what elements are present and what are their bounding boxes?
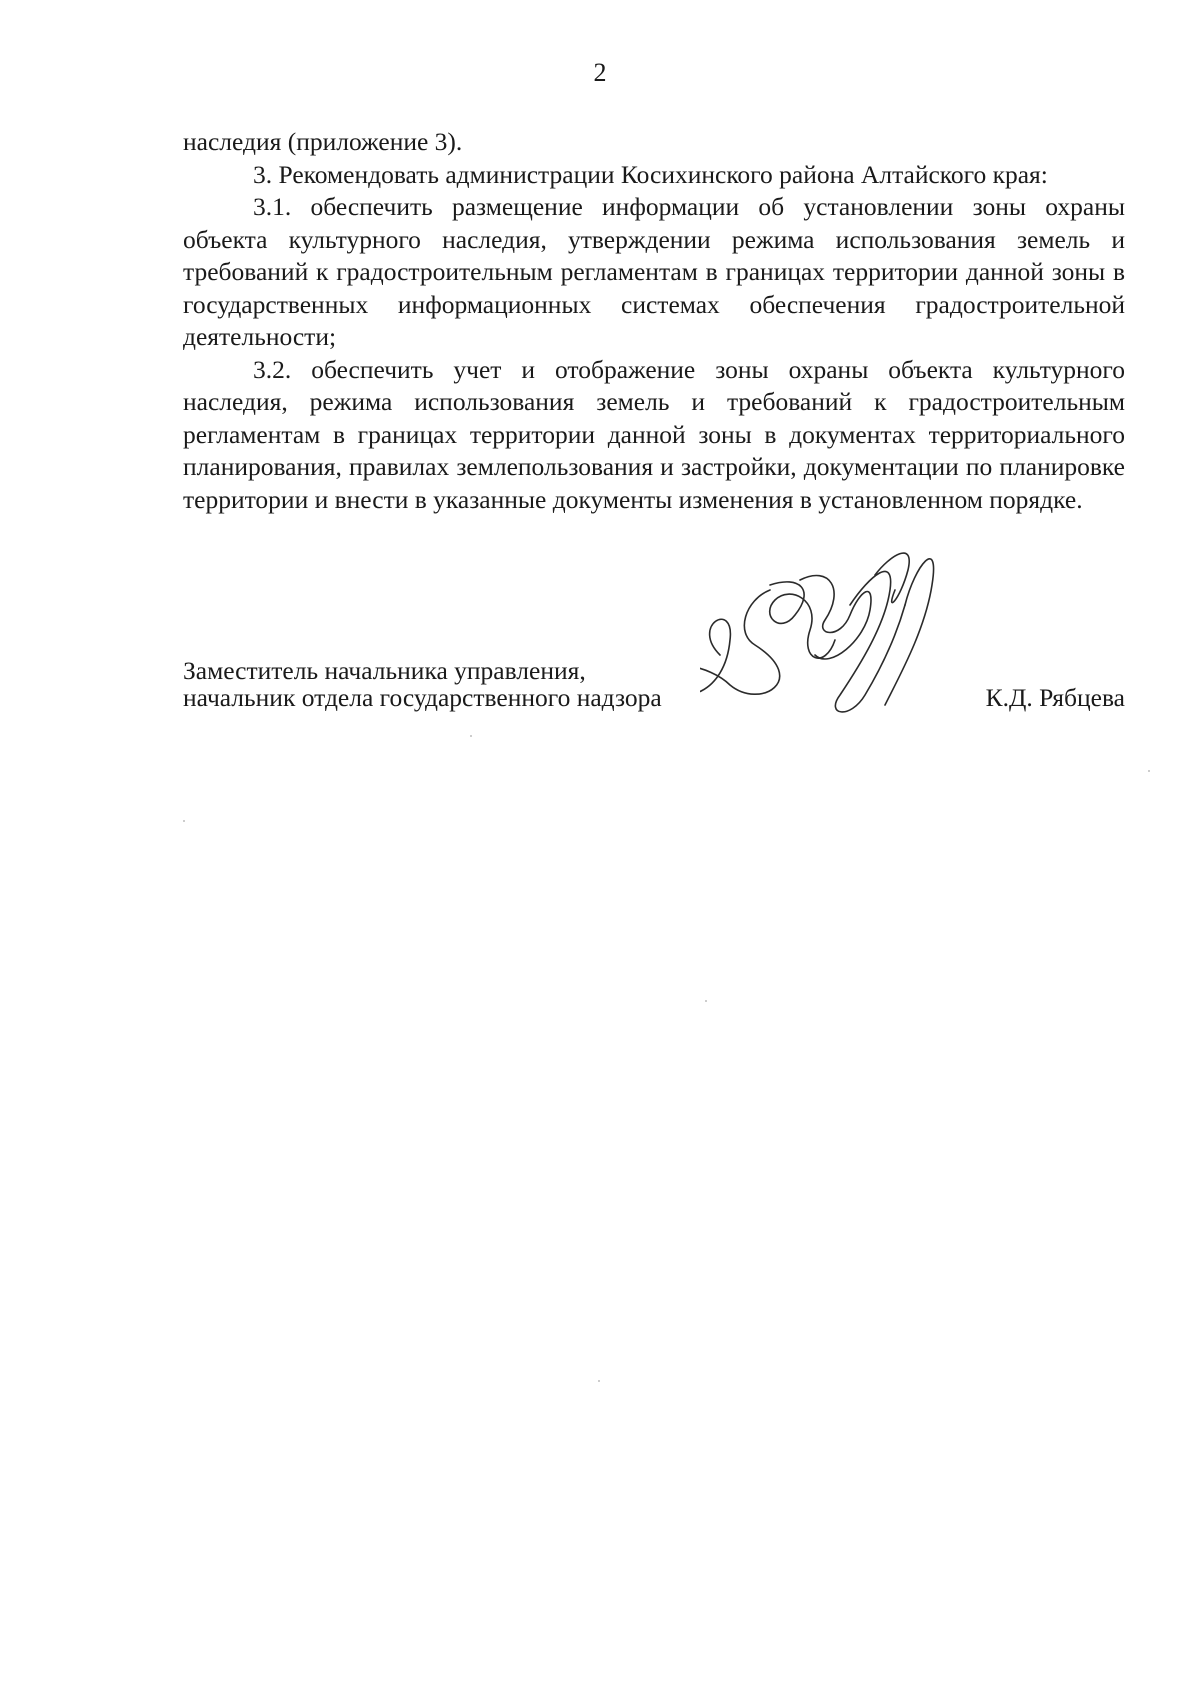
signatory-name: К.Д. Рябцева [985,683,1125,712]
paragraph-continuation: наследия (приложение 3). [183,127,463,156]
page-number: 2 [593,58,607,87]
signatory-title-line-2: начальник отдела государственного надзора [183,683,662,712]
paragraph-item-3: 3. Рекомендовать администрации Косихинского района Алтайского края: [253,159,1048,189]
document-body [183,126,1125,516]
paragraph-item-3-1: 3.1. обеспечить размещение информации об установлении зоны охраны объекта культурного наследия, утверждении режима использования земель и требований к градостроительным регламентам в границах территории данной зоны в государственных информационных системах обеспечения градостроительной деятельности; [183,192,1125,351]
handwritten-signature-icon [700,545,1000,745]
signatory-title-line-1: Заместитель начальника управления, [183,656,586,685]
paragraph-item-3-2: 3.2. обеспечить учет и отображение зоны охраны объекта культурного наследия, режима использования земель и требований к градостроительным регламентам в границах территории данной зоны в документах территориального планирования, правилах землепользования и застройки, документации по планировке территории и внести в указанные документы изменения в установленном порядке. [183,354,1125,514]
